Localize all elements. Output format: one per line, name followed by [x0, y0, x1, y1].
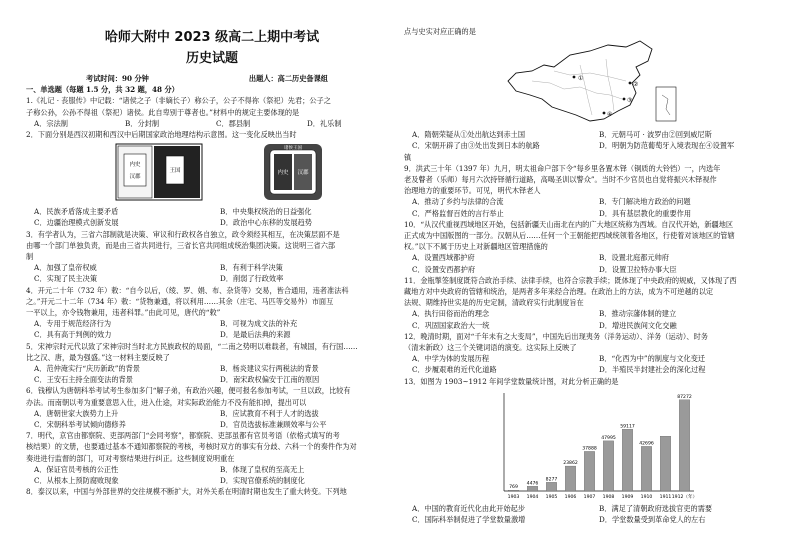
options [26, 206, 398, 228]
exam-title: 哈师大附中 2023 级高二上期中考试 [104, 30, 320, 45]
question-text: 7．明代，京官由都察院、吏部两部门“会同考察”，都察院、吏部虽都有官员考语（依格式填写的考 [26, 431, 340, 441]
option-d[interactable]: D．礼乐制 [307, 118, 342, 128]
exam-time: 考试时间：90 分钟 [86, 74, 149, 83]
options [26, 408, 398, 430]
value-label: 37888 [582, 446, 597, 452]
options [26, 118, 398, 129]
question-text: 点与史实对应正确的是 [404, 27, 476, 36]
map-outline [508, 41, 676, 121]
question-text: 3．有学者认为，三省六部制就是决策、审议和行政权各自独立，政令须经其相互，在决策层面不是 [26, 229, 340, 239]
option-b[interactable]: B．可视为成文法的补充 [220, 319, 298, 329]
value-label: 42696 [639, 441, 654, 447]
option-c[interactable]: C．实现了民主决策 [34, 274, 98, 284]
label-c2: 汉郡 [297, 170, 309, 177]
option-b[interactable]: B．体现了皇权的至高无上 [220, 464, 305, 474]
label-c1: 内史 [277, 170, 289, 177]
chart-svg [404, 387, 778, 503]
option-a[interactable]: A．民族矛盾落成主要矛盾 [34, 207, 119, 217]
map-marker-1: ① [578, 75, 584, 83]
option-a[interactable]: A．推动了乡约与法律的合流 [412, 197, 504, 207]
option-d[interactable]: D．学堂数量受到革命党人的左右 [599, 515, 706, 525]
question-12 [404, 331, 778, 376]
bar-1907 [584, 451, 594, 491]
question-text: 藏地方对中央政府的管辖和统治，是两者多年来经合治理。在政治上的方法，成为不可逆越的以定 [404, 287, 714, 297]
exam-subject: 历史试题 [185, 51, 238, 66]
option-a[interactable]: A．范仲淹实行“庆历新政”的背景 [34, 364, 140, 374]
option-a[interactable]: A．唐朝世家大族势力上升 [34, 408, 119, 418]
bar-1910 [641, 446, 651, 491]
question-text: 12．晚清时期，面对“千年未有之大变局”，中国先后出现夷务（洋务运动）、洋务（运动）、时务 [404, 331, 708, 341]
options [26, 363, 398, 385]
tick-label: 1903 [507, 494, 520, 500]
question-text: 子称公孙，公孙不得祖（祭祀）诸侯。此自卑别于尊者也。”材料中的规定主要体现的是 [26, 107, 300, 117]
question-text: 之。”开元二十二年（734 年）敕：“货物兼通，将以利用……其余（庄宅、马匹等交易外）市面互 [26, 296, 334, 306]
q2-figures [26, 142, 398, 202]
question-text: 8．泰汉以来，中国与外部世界的交往规模不断扩大，对外关系在明清时期也发生了重大转变。下列地 [26, 487, 347, 497]
option-c[interactable]: C．边疆治理模式创新发展 [34, 218, 119, 228]
question-text: 正式成为中国版图的一部分。汉朝从后……任何一个王朝能把西域统领着各地区，行使着对该地区的管辖 [404, 231, 735, 241]
option-a[interactable]: A．宗法制 [34, 118, 68, 128]
question-6 [26, 385, 398, 430]
question-text: （清末新政）这三个关键词语的演变。这实际上反映了 [404, 343, 577, 353]
option-a[interactable]: A．中国的教育近代化由此开始起步 [412, 503, 526, 513]
options [26, 318, 398, 340]
option-d[interactable]: D．明朝为防范葡萄牙入境表现在④设置军 [599, 141, 735, 151]
options [404, 308, 778, 330]
question-text: 办法。而南朝以考为重要意思入仕，进入仕途，对实际政治能力不没有能扣掉，提出可以 [26, 397, 307, 407]
question-text: 1.《礼记 · 丧服传》中记载：“诸侯之子（非嫡长子）称公子，公子不得祢（祭祀）先君；公子之 [26, 96, 331, 106]
options [404, 252, 778, 274]
option-a[interactable]: A．隋朝荣疑从①处出航达到赤土国 [412, 130, 526, 140]
tick-label: 1906 [564, 494, 577, 500]
school-count-chart [404, 387, 778, 503]
option-b[interactable]: B．中央集权统治的日益强化 [220, 207, 312, 217]
option-d[interactable]: D．增进民族间文化交融 [599, 320, 677, 330]
option-c[interactable]: C．郡县制 [216, 118, 251, 128]
value-label: 769 [509, 485, 518, 491]
tick-label: 1904 [526, 494, 539, 500]
option-b[interactable]: B．元朝马可 · 波罗由②回到威尼斯 [599, 130, 712, 140]
tick-label: 1910 [640, 494, 653, 500]
question-text: 4．开元二十年（732 年）敕：“自今以后，（绫、罗、娟、布、杂货等）交易，皆合通用，违者准法科 [26, 285, 349, 295]
question-8 [26, 486, 398, 497]
question-4 [26, 285, 398, 341]
option-b[interactable]: B．设置北庭都元帅府 [599, 253, 669, 263]
exam-meta [26, 73, 398, 84]
options [404, 503, 778, 525]
right-column [404, 0, 778, 560]
value-label: 23862 [563, 460, 578, 466]
question-9 [404, 163, 778, 219]
option-c[interactable]: C．巩固国家政治大一统 [412, 320, 490, 330]
option-a[interactable]: A．保证官员考核的公正性 [34, 464, 119, 474]
bar-1903 [508, 490, 518, 491]
question-11 [404, 275, 778, 331]
option-c[interactable]: C．国际科举制促进了学堂数量激增 [412, 515, 526, 525]
option-b[interactable]: B．推动宗藩体制的建立 [599, 309, 677, 319]
option-c[interactable]: C．具有高于判例的效力 [34, 330, 112, 340]
option-c[interactable]: C．王安石主持全面变法的背景 [34, 375, 133, 385]
question-text: 由哪一个部门单独负责，而是由三省共同进行，三省长官共同组成统治集团决策。这说明三省六部 [26, 240, 336, 250]
option-c[interactable]: C．宋朝科举考试倾向德修养 [34, 420, 126, 430]
option-d[interactable]: D．半殖民半封建社会的深化过程 [599, 365, 706, 375]
bar-1912（年） [679, 400, 689, 491]
question-text: 11．金瓶掣签制度既符合政治手续、法律手续，也符合宗教手续；既体现了中央政府的规威，又体现了西 [404, 275, 737, 285]
bar-1908 [603, 441, 613, 491]
options [404, 129, 778, 151]
question-text: 2．下面分别是西汉初期和西汉中后期国家政治地理结构示意图。这一变化反映出当时 [26, 130, 297, 140]
question-text: 奏进进行监督的部门，可对考察结果进行纠正。这些制度说明重在 [26, 453, 235, 463]
option-b[interactable]: B．“化西为中”的制度与文化变迁 [599, 354, 706, 364]
map-marker-2: ② [633, 81, 639, 89]
question-text: 镇 [404, 152, 412, 162]
value-label: 8277 [545, 477, 558, 483]
question-text: 权。”以下不属于历史上对新疆地区管理措施的 [404, 242, 548, 252]
option-d[interactable]: D．政治中心东移的发展趋势 [220, 218, 313, 228]
question-5 [26, 341, 398, 386]
option-c[interactable]: C．从根本上预防腐败现象 [34, 476, 119, 486]
bar-1909 [622, 429, 632, 491]
option-a[interactable]: A．中学为体的发展历程 [412, 354, 490, 364]
early-han-diagram [26, 142, 212, 202]
bar-1906 [565, 466, 575, 491]
tick-label: 1908 [602, 494, 615, 500]
option-d[interactable]: D．是最后法典的来源 [220, 330, 291, 340]
question-text: 制 [26, 252, 34, 262]
option-c[interactable]: C．步履艰难的近代化道路 [412, 365, 497, 375]
option-b[interactable]: B．满足了清朝政府选拔官吏的需要 [599, 503, 713, 513]
bar-1911 [660, 436, 670, 491]
option-a[interactable]: A．设置西域都护府 [412, 253, 475, 263]
option-a[interactable]: A．执行田俗而治的理念 [412, 309, 490, 319]
map-marker-4: ④ [607, 111, 613, 119]
option-c[interactable]: C．宋朝开辟了由③处出发到日本的航路 [412, 141, 540, 151]
exam-author: 出题人：高二历史备课组 [248, 74, 328, 83]
options [404, 353, 778, 375]
question-text: 法规、期维持世实是的历史定制，清政府实行此制度旨在 [404, 298, 584, 308]
option-d[interactable]: D．具有基层教化的重要作用 [599, 208, 692, 218]
tick-label: 1912（年） [671, 494, 698, 500]
question-text: 5．宋神宗时元代以致了宋神宗时当时北方民族政权的局面，“二南之势明以难载者，有城国，有行国…… [26, 341, 358, 351]
question-7 [26, 430, 398, 486]
tick-label: 1907 [583, 494, 596, 500]
question-13 [404, 376, 778, 526]
value-label: 4476 [526, 481, 539, 487]
options [26, 464, 398, 486]
option-d[interactable]: D．设置卫拉特办事大臣 [599, 264, 677, 274]
question-10 [404, 219, 778, 275]
option-d[interactable]: D．实现官僚系统的制度化 [220, 476, 305, 486]
tick-label: 1905 [545, 494, 558, 500]
option-a[interactable]: A．专用于规范经济行为 [34, 319, 112, 329]
option-d[interactable]: D．官员选拔标准兼顾效率与公平 [220, 420, 327, 430]
option-b[interactable]: B．专门解决地方政治的问题 [599, 197, 691, 207]
bar-1905 [546, 482, 556, 491]
question-text: 6．钱穆认为唐朝科举考试考生参加多门“解子弟，有政治兴趣，便可报名参加考试，一旦以政，比较有 [26, 386, 351, 396]
question-text: 10．“从汉代重视西域地区开始，包括新疆天山南北在内的广大地区统称为西域。自汉代开始，新疆地区 [404, 219, 734, 229]
option-d[interactable]: D．南宋政权偏安于江南的原因 [220, 375, 320, 385]
option-a[interactable]: A．加强了皇帝权威 [34, 263, 97, 273]
value-label: 59117 [620, 424, 635, 430]
label-ring: 诸侯王国 [284, 146, 302, 152]
question-text: 13．如图为 1903~1912 年间学堂数量统计图，对此分析正确的是 [404, 376, 619, 386]
option-c[interactable]: C．设置安西都护府 [412, 264, 476, 274]
option-b[interactable]: B．应试教育不利于人才的选拔 [220, 408, 319, 418]
late-han-diagram [212, 142, 398, 202]
question-text: 9．洪武三十年（1397 年）九月，明太祖命户部下令“每乡里各置木铎（铜质的大铃铛）一，内选年 [404, 163, 721, 173]
options [404, 196, 778, 218]
option-c[interactable]: C．严格监督百姓的言行举止 [412, 208, 504, 218]
question-1 [26, 95, 398, 129]
tick-label: 1911 [659, 494, 672, 500]
question-2 [26, 129, 398, 229]
question-text: 治理地方的重要环节。可见，明代木铎老人 [404, 186, 541, 196]
china-map [404, 37, 778, 129]
left-column [26, 0, 398, 560]
option-b[interactable]: B．有利于科学决策 [220, 263, 283, 273]
option-d[interactable]: D．削弱了行政效率 [220, 274, 284, 284]
question-text: 老及瞽者（乐师）每月六次持铎循行道路，高喝圣训以警众”。当时不少官员也自觉将振兴木铎视作 [404, 175, 717, 185]
question-text: 比之汉、唐，最为强盛。”这一材料主要反映了 [26, 352, 170, 362]
question-3 [26, 229, 398, 285]
option-b[interactable]: B．杨炎建议实行两税法的背景 [220, 364, 319, 374]
section-heading: 一、单选题（每题 1.5 分，共 32 题，48 分） [26, 85, 179, 95]
value-label: 47995 [601, 435, 616, 441]
label-outer: 汉郡 [129, 174, 141, 181]
question-text: 一平以上，亦令钱物兼用，违者科罪。”由此可见，唐代的“敕” [26, 308, 221, 318]
options [26, 262, 398, 284]
option-b[interactable]: B．分封制 [125, 118, 160, 128]
tick-label: 1909 [621, 494, 634, 500]
bar-1904 [527, 486, 537, 491]
label-inner: 内史 [129, 162, 141, 169]
map-marker-3: ③ [627, 97, 633, 105]
value-label: 87272 [677, 394, 692, 400]
label-king: 王国 [169, 168, 181, 175]
question-text: 核结果）的文册，也要通过基本不通知都察院的考核，考核时双方的事实有分歧、六科一个的奏件作为对 [26, 442, 357, 452]
